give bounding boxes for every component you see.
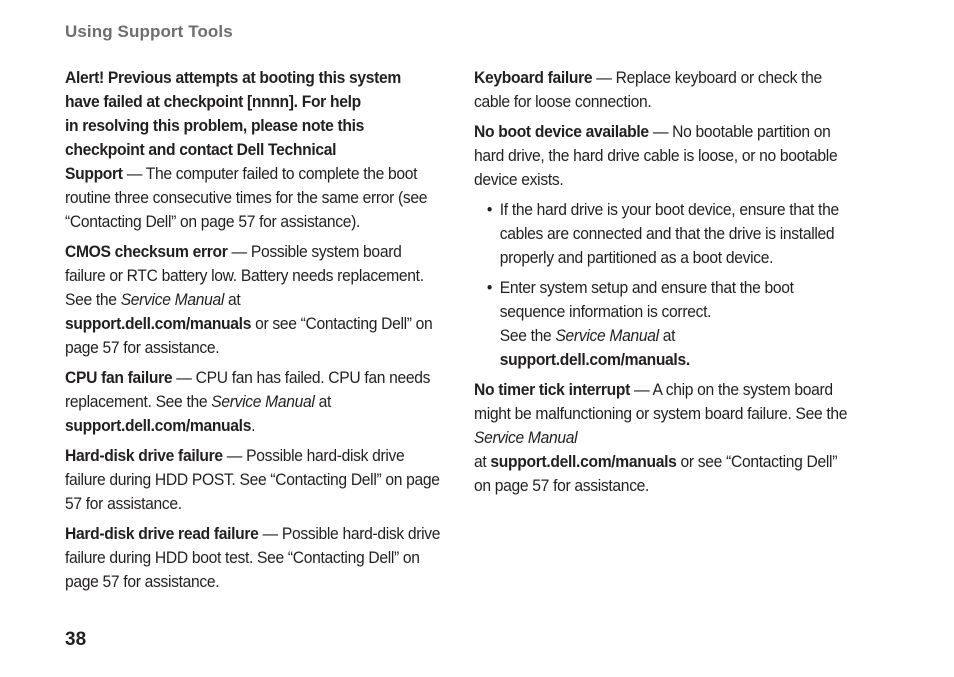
service-manual-title: Service Manual [555,326,659,345]
entry-description: at [223,290,241,309]
entry-description: . [251,416,256,435]
entry-description: — Possible hard-disk drive failure during HDD POST. See “Contacting Dell” on page 57 for assistance. [65,446,440,513]
entry-description: or see “Contacting Dell” on page 57 for assistance. [65,314,433,357]
support-url: support.dell.com/manuals [490,452,677,471]
page-number: 38 [65,629,87,650]
entry-term-line: in resolving this problem, please note this [65,116,365,135]
entry-term: No timer tick interrupt [474,380,630,399]
entry-description: — Replace keyboard or check the cable for loose connection. [474,68,822,111]
entry-cpu-fan [65,366,440,438]
service-manual-title: Service Manual [211,392,315,411]
entry-term-line: have failed at checkpoint [nnnn]. For help [65,92,361,111]
entry-keyboard-failure [474,66,853,114]
right-column [474,66,853,504]
entry-description: — CPU fan has failed. CPU fan needs replacement. See the [65,368,431,411]
service-manual-title: Service Manual [120,290,224,309]
entry-description: at [474,452,491,471]
entry-term-line: Alert! Previous attempts at booting this system [65,68,401,87]
list-item [474,276,853,372]
entry-description: — The computer failed to complete the boot routine three consecutive times for the same error (see “Contacting Dell” on page 57 for assistance). [65,164,428,231]
bullet-text: If the hard drive is your boot device, ensure that the cables are connected and that the drive is installed properly and partitioned as a boot device. [499,200,839,267]
entry-description: at [314,392,331,411]
entry-no-timer-tick [474,378,853,498]
entry-description: — Possible hard-disk drive failure during HDD boot test. See “Contacting Dell” on page 57 for assistance. [65,524,441,591]
bullet-text: at [658,326,676,345]
entry-term: No boot device available [474,122,649,141]
entry-alert-checkpoint [65,66,440,234]
entry-term: Hard-disk drive failure [65,446,223,465]
support-url: support.dell.com/manuals [65,314,252,333]
bullet-icon: • [486,200,493,219]
list-item [474,198,853,270]
entry-hdd-read-failure [65,522,440,594]
entry-term-line: checkpoint and contact Dell Technical [65,140,337,159]
support-url: support.dell.com/manuals [65,416,252,435]
support-url: support.dell.com/manuals. [499,350,690,369]
entry-term: CMOS checksum error [65,242,228,261]
no-boot-device-bullets [474,198,853,372]
entry-description: — A chip on the system board might be malfunctioning or system board failure. See the [474,380,848,423]
left-column [65,66,440,600]
entry-description: — Possible system board failure or RTC battery low. Battery needs replacement. See the [65,242,424,309]
bullet-text: See the [499,326,556,345]
service-manual-title: Service Manual [474,428,578,447]
entry-term-line: Support [65,164,123,183]
entry-description: — No bootable partition on hard drive, the hard drive cable is loose, or no bootable device exists. [474,122,838,189]
bullet-text: Enter system setup and ensure that the boot sequence information is correct. [499,278,794,321]
entry-cmos-checksum [65,240,440,360]
section-header: Using Support Tools [65,22,233,41]
bullet-icon: • [486,278,493,297]
entry-description: or see “Contacting Dell” on page 57 for assistance. [474,452,838,495]
entry-term: CPU fan failure [65,368,173,387]
entry-term: Hard-disk drive read failure [65,524,259,543]
entry-term: Keyboard failure [474,68,593,87]
entry-hdd-failure [65,444,440,516]
entry-no-boot-device [474,120,853,192]
